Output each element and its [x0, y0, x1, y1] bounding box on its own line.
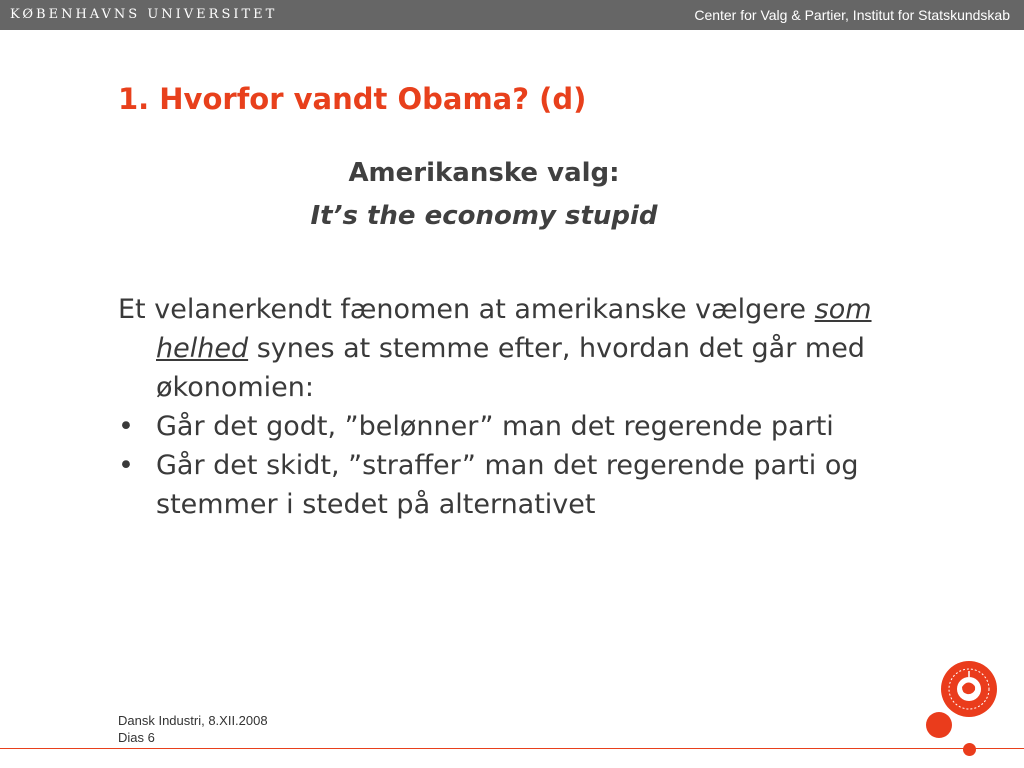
subtitle-line-2: It’s the economy stupid: [310, 201, 658, 231]
intro-paragraph: [118, 290, 878, 407]
bullet-item: [118, 407, 878, 446]
bullet-item: [118, 446, 878, 524]
bullet-marker: •: [118, 450, 134, 481]
footer-rule: [0, 748, 1024, 749]
intro-emphasis: som helhed: [156, 294, 872, 364]
header-bar: [0, 0, 1024, 30]
university-name: KØBENHAVNS UNIVERSITET: [10, 7, 278, 22]
bullet-marker: •: [118, 411, 134, 442]
footer-slide-number: Dias 6: [118, 730, 155, 745]
bullet-text: Går det skidt, ”straffer” man det regerende parti og stemmer i stedet på alternativet: [156, 450, 859, 520]
decorative-dot-large: [926, 712, 952, 738]
footer: [118, 712, 268, 746]
subtitle-line-1: Amerikanske valg:: [348, 158, 620, 188]
slide-body: [118, 290, 878, 524]
decorative-dot-small: [963, 743, 976, 756]
intro-text-1: Et velanerkendt fænomen at amerikanske vælgere: [118, 294, 807, 325]
university-seal-icon: [940, 660, 998, 718]
intro-text-2: synes at stemme efter, hvordan det går med økonomien:: [156, 333, 865, 403]
footer-event: Dansk Industri, 8.XII.2008: [118, 713, 268, 728]
bullet-text: Går det godt, ”belønner” man det regerende parti: [156, 411, 834, 442]
center-name: Center for Valg & Partier, Institut for Statskundskab: [694, 7, 1010, 23]
slide-title: 1. Hvorfor vandt Obama? (d): [118, 82, 587, 116]
